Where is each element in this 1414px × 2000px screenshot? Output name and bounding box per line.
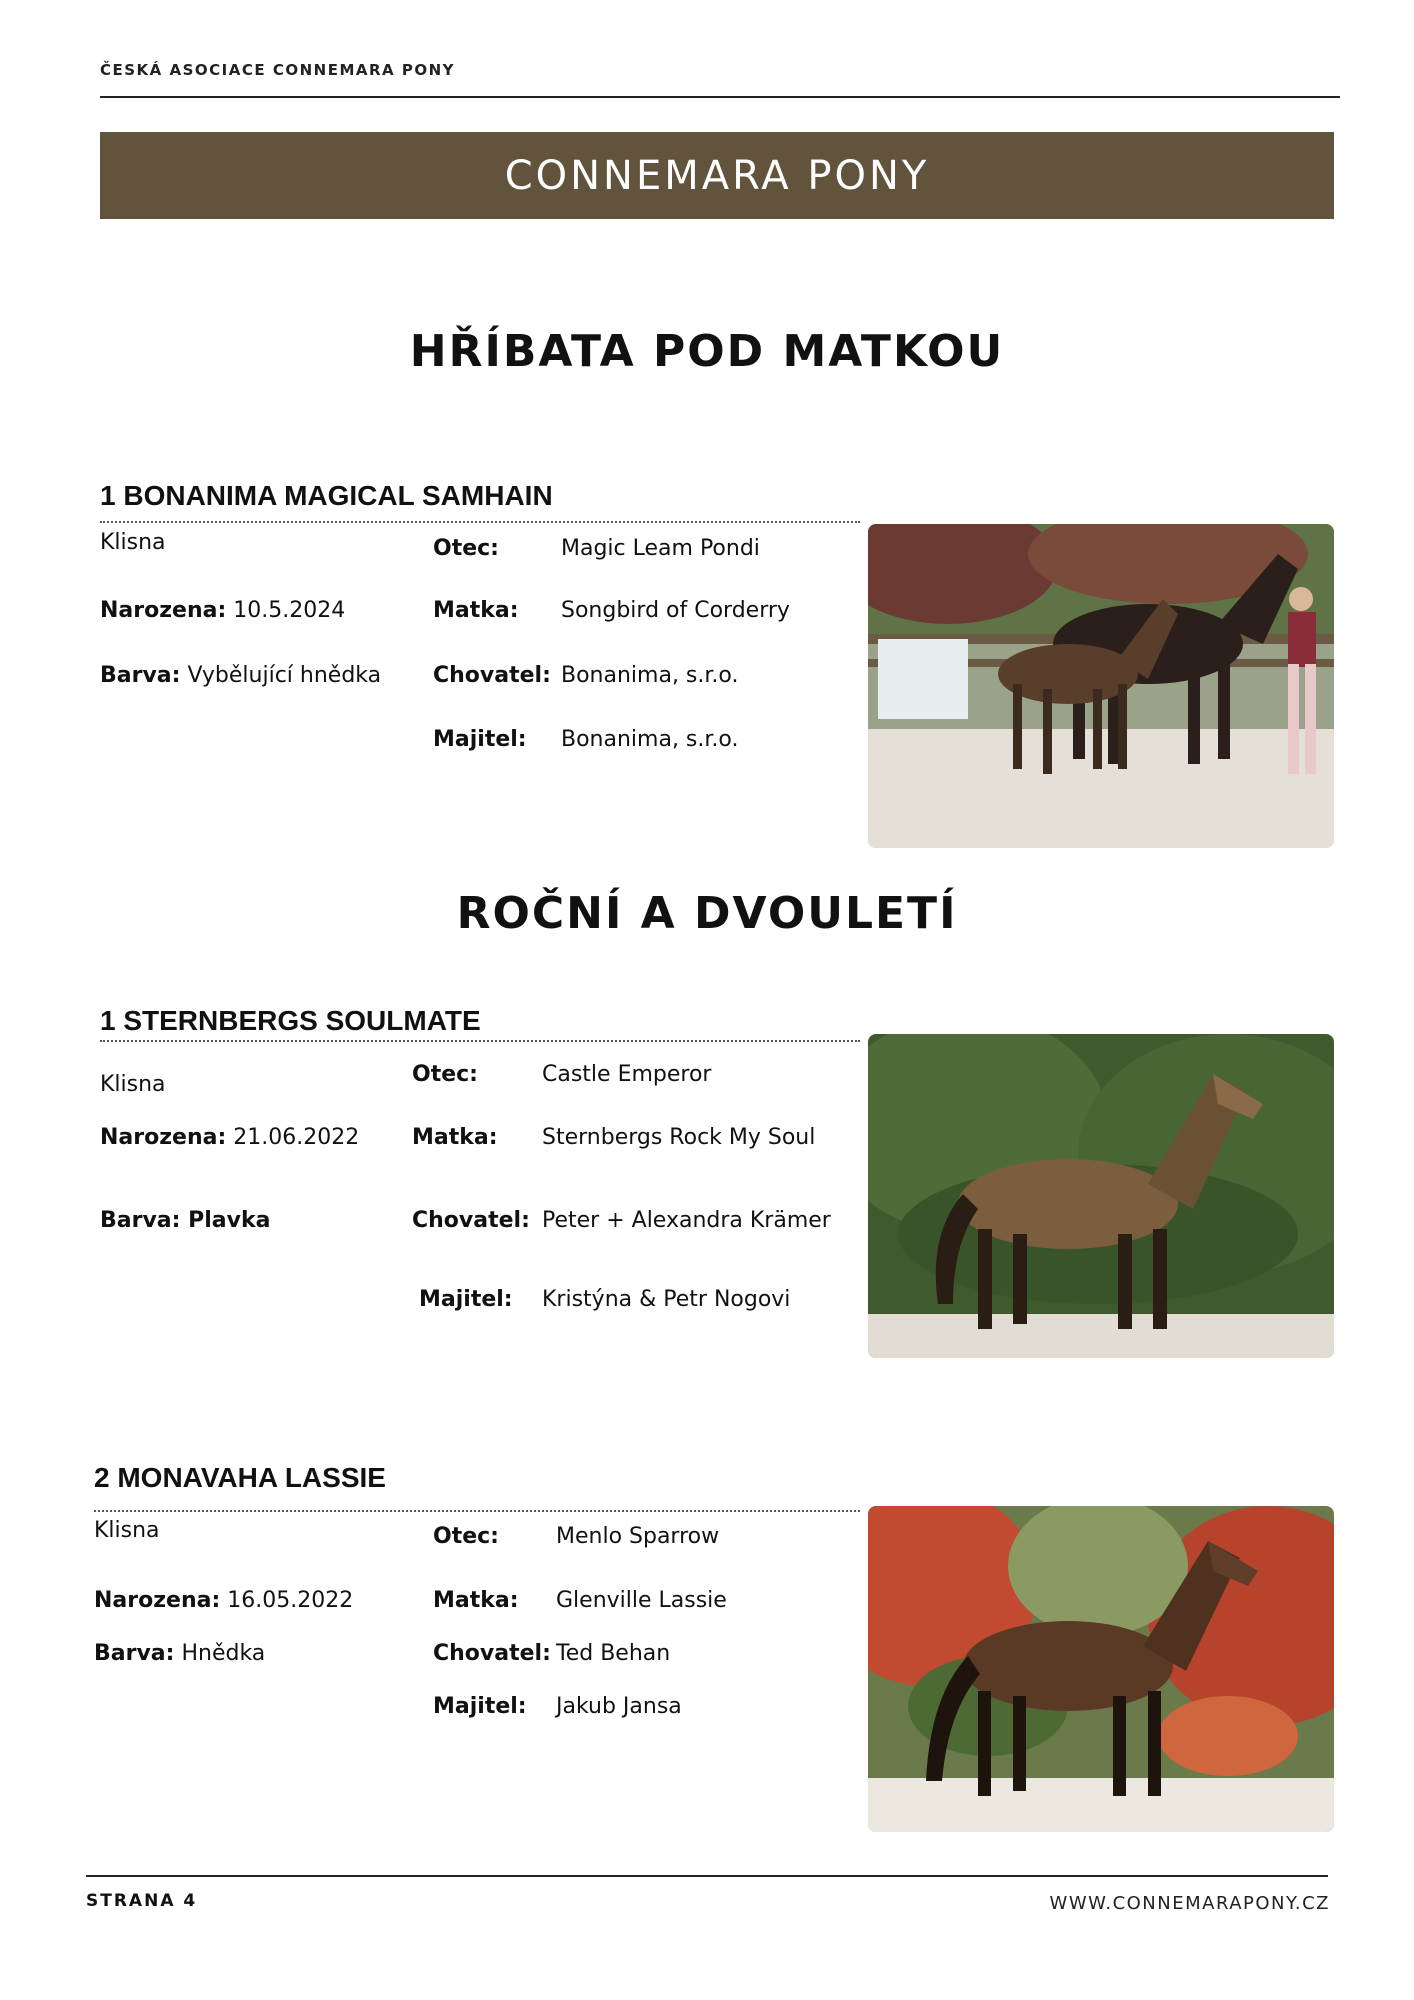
dam-label: Matka: (433, 598, 519, 623)
owner-value: Jakub Jansa (556, 1694, 682, 1719)
entry-color (100, 663, 381, 688)
born-value: 21.06.2022 (233, 1125, 360, 1150)
entry-sex: Klisna (100, 530, 166, 555)
sire-value: Castle Emperor (542, 1062, 712, 1087)
dam-label: Matka: (412, 1125, 498, 1150)
organization-name: ČESKÁ ASOCIACE CONNEMARA PONY (100, 61, 456, 79)
dam-value: Glenville Lassie (556, 1588, 727, 1613)
color-value: Hnědka (181, 1641, 266, 1666)
section-title-yearlings: ROČNÍ A DVOULETÍ (456, 888, 958, 939)
sire-label: Otec: (433, 1524, 499, 1549)
born-label: Narozena: (100, 598, 227, 623)
color-label: Barva: (100, 663, 181, 688)
entry-divider (100, 1040, 860, 1042)
dam-value: Sternbergs Rock My Soul (542, 1125, 816, 1150)
header-divider (100, 96, 1340, 98)
entry-born (100, 598, 345, 623)
born-value: 10.5.2024 (233, 598, 346, 623)
owner-label: Majitel: (433, 727, 527, 752)
title-banner (100, 132, 1334, 219)
sire-label: Otec: (412, 1062, 478, 1087)
page-number: STRANA 4 (86, 1891, 198, 1911)
mare-and-foal-photo (868, 524, 1334, 848)
sire-value: Menlo Sparrow (556, 1524, 720, 1549)
footer-divider (86, 1875, 1328, 1877)
entry-color (100, 1208, 270, 1233)
entry-born (94, 1588, 353, 1613)
owner-label: Majitel: (419, 1287, 513, 1312)
banner-title: CONNEMARA PONY (504, 152, 930, 199)
breeder-value: Ted Behan (556, 1641, 671, 1666)
entry-divider (94, 1510, 860, 1512)
owner-value: Kristýna & Petr Nogovi (542, 1287, 791, 1312)
entry-born (100, 1125, 359, 1150)
breeder-value: Bonanima, s.r.o. (561, 663, 739, 688)
born-value: 16.05.2022 (227, 1588, 354, 1613)
entry-title: 2 MONAVAHA LASSIE (94, 1462, 386, 1493)
sire-value: Magic Leam Pondi (561, 536, 760, 561)
entry-title: 1 BONANIMA MAGICAL SAMHAIN (100, 480, 553, 511)
dam-label: Matka: (433, 1588, 519, 1613)
section-title-foals: HŘÍBATA POD MATKOU (409, 326, 1005, 377)
dam-value: Songbird of Corderry (561, 598, 790, 623)
color-value: Vybělující hnědka (187, 663, 382, 688)
website-link[interactable]: WWW.CONNEMARAPONY.CZ (1049, 1893, 1330, 1914)
owner-label: Majitel: (433, 1694, 527, 1719)
entry-sex: Klisna (94, 1518, 160, 1543)
sire-label: Otec: (433, 536, 499, 561)
entry-sex: Klisna (100, 1072, 166, 1097)
breeder-value: Peter + Alexandra Krämer (542, 1208, 831, 1233)
born-label: Narozena: (100, 1125, 227, 1150)
bay-pony-photo (868, 1506, 1334, 1832)
owner-value: Bonanima, s.r.o. (561, 727, 739, 752)
entry-title: 1 STERNBERGS SOULMATE (100, 1005, 481, 1036)
born-label: Narozena: (94, 1588, 221, 1613)
entry-divider (100, 521, 860, 523)
breeder-label: Chovatel: (433, 1641, 551, 1666)
color-label: Barva: (94, 1641, 175, 1666)
dun-pony-photo (868, 1034, 1334, 1358)
breeder-label: Chovatel: (412, 1208, 530, 1233)
breeder-label: Chovatel: (433, 663, 551, 688)
color-value: Plavka (188, 1208, 271, 1233)
color-label: Barva: (100, 1208, 181, 1233)
entry-color (94, 1641, 265, 1666)
